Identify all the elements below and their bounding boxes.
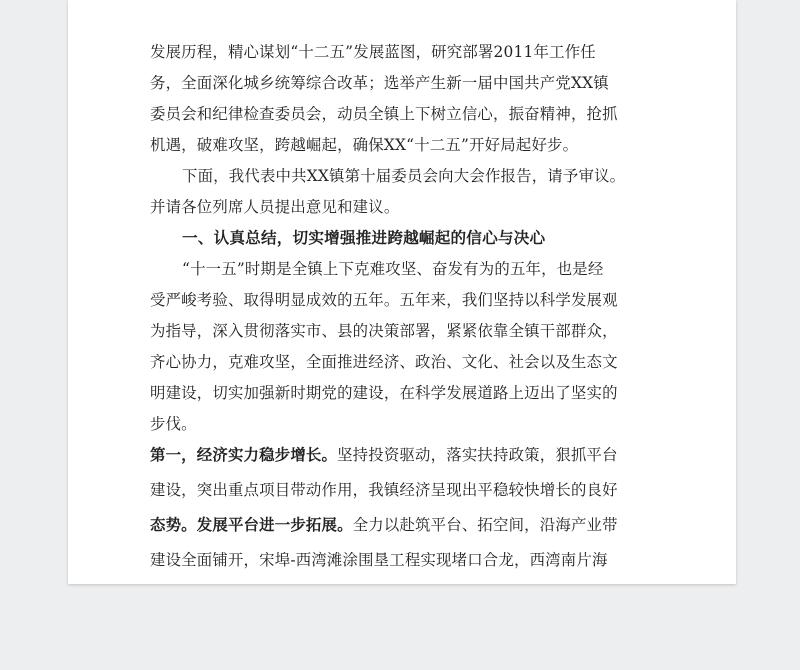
body-line: 明建设，切实加强新时期党的建设，在科学发展道路上迈出了坚实的 bbox=[150, 384, 618, 402]
paragraph-first-line: 下面，我代表中共XX镇第十届委员会向大会作报告，请予审议。 bbox=[182, 167, 626, 185]
body-line: 并请各位列席人员提出意见和建议。 bbox=[150, 198, 400, 216]
body-line: 建设，突出重点项目带动作用，我镇经济呈现出平稳较快增长的良好 bbox=[150, 481, 618, 499]
section-heading: 一、认真总结，切实增强推进跨越崛起的信心与决心 bbox=[182, 229, 546, 247]
body-line: 受严峻考验、取得明显成效的五年。五年来，我们坚持以科学发展观 bbox=[150, 291, 618, 309]
bold-lead: 态势。发展平台进一步拓展。 bbox=[150, 516, 353, 534]
body-line: 步伐。 bbox=[150, 415, 197, 433]
body-line: 务，全面深化城乡统筹综合改革；选举产生新一届中国共产党XX镇 bbox=[150, 74, 609, 92]
bold-lead: 第一，经济实力稳步增长。 bbox=[150, 446, 338, 464]
body-line: 机遇，破难攻坚，跨越崛起，确保XX“十二五”开好局起好步。 bbox=[150, 136, 579, 154]
body-line: 建设全面铺开，宋埠-西湾滩涂围垦工程实现堵口合龙，西湾南片海 bbox=[150, 551, 608, 569]
document-page bbox=[68, 0, 736, 584]
body-line: 为指导，深入贯彻落实市、县的决策部署，紧紧依靠全镇干部群众， bbox=[150, 322, 618, 340]
body-line: 态势。发展平台进一步拓展。全力以赴筑平台、拓空间，沿海产业带 bbox=[150, 516, 618, 534]
body-line: 发展历程，精心谋划“十二五”发展蓝图，研究部署2011年工作任 bbox=[150, 43, 596, 61]
body-line: 委员会和纪律检查委员会，动员全镇上下树立信心，振奋精神，抢抓 bbox=[150, 105, 618, 123]
body-line: 齐心协力，克难攻坚，全面推进经济、政治、文化、社会以及生态文 bbox=[150, 353, 618, 371]
paragraph-first-line: “十一五”时期是全镇上下克难攻坚、奋发有为的五年，也是经 bbox=[182, 260, 604, 278]
body-line: 第一，经济实力稳步增长。坚持投资驱动，落实扶持政策，狠抓平台 bbox=[150, 446, 618, 464]
